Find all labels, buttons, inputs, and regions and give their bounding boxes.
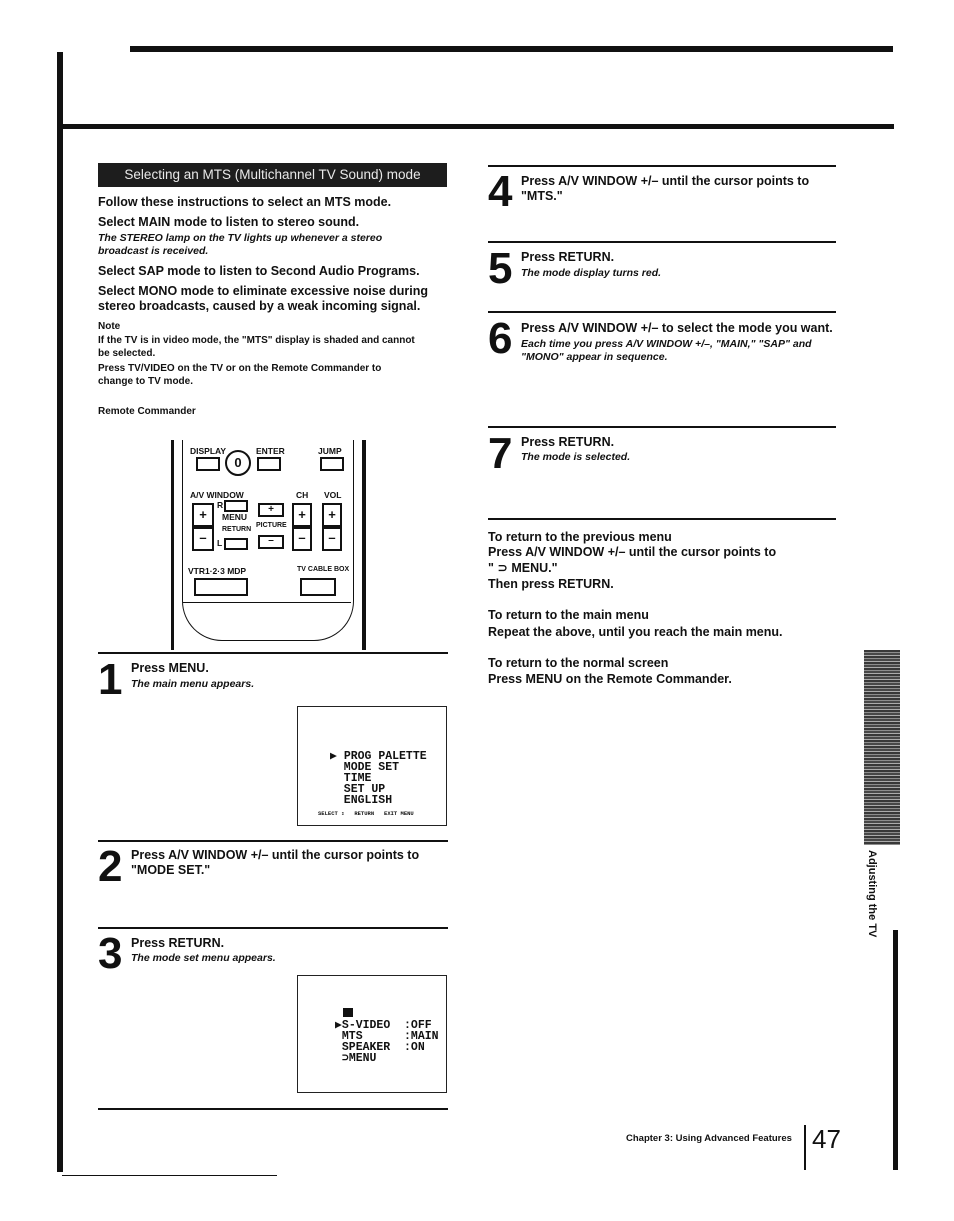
mode-set-icon — [343, 1008, 353, 1017]
vol-plus-button[interactable]: + — [322, 503, 342, 527]
remote-divider — [183, 602, 351, 603]
step4-number: 4 — [488, 167, 511, 216]
step4-text-2: "MTS." — [521, 189, 563, 203]
tv-cable-box-label: TV CABLE BOX — [297, 566, 350, 573]
picture-minus-button[interactable]: – — [258, 535, 284, 549]
l-label: L — [217, 538, 223, 548]
bottom-left-rule — [62, 1175, 277, 1176]
step7-number: 7 — [488, 429, 511, 478]
step5-note: The mode display turns red. — [521, 267, 662, 279]
tip-normal-line-1: Press MENU on the Remote Commander. — [488, 672, 732, 686]
mode-set-s-video: ▶S-VIDEO :OFF — [335, 1019, 432, 1032]
page-number: 47 — [812, 1124, 841, 1154]
enter-small-button[interactable] — [257, 457, 281, 471]
mode-set-menu: ⊃MENU — [335, 1052, 377, 1065]
step5-number: 5 — [488, 244, 511, 293]
step4-text-1: Press A/V WINDOW +/– until the cursor points to — [521, 174, 810, 188]
mode-set-screen — [297, 975, 447, 1093]
step7-rule — [488, 426, 836, 428]
menu-plus-button[interactable]: + — [258, 503, 284, 517]
vtr-mdp-switch[interactable] — [194, 578, 248, 596]
step6-note-2: "MONO" appear in sequence. — [521, 351, 668, 363]
header-band-rule — [62, 124, 894, 129]
section-title: Selecting an MTS (Multichannel TV Sound) mode — [98, 163, 447, 187]
jump-label: JUMP — [318, 446, 342, 456]
intro-p4-2: stereo broadcasts, caused by a weak incoming signal. — [98, 299, 421, 313]
note-line-2: be selected. — [98, 348, 156, 359]
tip-previous-heading: To return to the previous menu — [488, 530, 672, 544]
side-thumb-index — [864, 650, 900, 845]
step5-text: Press RETURN. — [521, 250, 615, 264]
vol-label: VOL — [324, 490, 342, 500]
step6-text: Press A/V WINDOW +/– to select the mode you want. — [521, 321, 833, 335]
intro-p2-note-2: broadcast is received. — [98, 245, 209, 257]
step1-text: Press MENU. — [131, 661, 209, 675]
tip-previous-line-2: " ⊃ MENU." — [488, 561, 558, 575]
mode-set-speaker: SPEAKER :ON — [335, 1041, 425, 1054]
step1-note: The main menu appears. — [131, 678, 255, 690]
av-window-label: A/V WINDOW — [190, 490, 244, 500]
vtr-mdp-label: VTR1·2·3 MDP — [188, 566, 247, 576]
step2-text-2: "MODE SET." — [131, 863, 211, 877]
main-menu-footer: SELECT ⇕ RETURN EXIT MENU — [318, 810, 414, 817]
tip-normal-heading: To return to the normal screen — [488, 656, 669, 670]
tip-previous-line-1: Press A/V WINDOW +/– until the cursor points to — [488, 545, 777, 559]
av-window-minus-button[interactable]: – — [192, 527, 214, 551]
main-menu-set-up: SET UP — [330, 783, 386, 796]
menu-label: MENU — [222, 512, 248, 522]
step7-note: The mode is selected. — [521, 451, 631, 463]
step3-number: 3 — [98, 929, 121, 978]
enter-label: ENTER — [256, 446, 285, 456]
main-menu-screen — [297, 706, 447, 826]
main-menu-time: TIME — [330, 772, 372, 785]
footer-chapter: Chapter 3: Using Advanced Features — [626, 1133, 792, 1144]
vol-minus-button[interactable]: – — [322, 527, 342, 551]
intro-p4-1: Select MONO mode to eliminate excessive noise during — [98, 284, 428, 298]
step6-note-1: Each time you press A/V WINDOW +/–, "MAIN," "SAP" and — [521, 338, 812, 350]
display-label: DISPLAY — [190, 446, 227, 456]
r-label: R — [217, 500, 224, 510]
jump-button[interactable] — [320, 457, 344, 471]
tip-previous-line-3: Then press RETURN. — [488, 577, 614, 591]
remote-left-edge — [171, 440, 174, 650]
intro-p3: Select SAP mode to listen to Second Audio Programs. — [98, 264, 420, 278]
enter-button[interactable]: 0 — [225, 450, 251, 476]
display-button[interactable] — [196, 457, 220, 471]
step6-number: 6 — [488, 314, 511, 363]
step3-text: Press RETURN. — [131, 936, 225, 950]
top-rule — [130, 46, 893, 52]
step6-rule — [488, 311, 836, 313]
tips-rule — [488, 518, 836, 520]
ch-minus-button[interactable]: – — [292, 527, 312, 551]
step5-rule — [488, 241, 836, 243]
return-label: RETURN — [222, 526, 252, 533]
r-button[interactable] — [224, 500, 248, 512]
note-line-1: If the TV is in video mode, the "MTS" display is shaded and cannot — [98, 335, 415, 346]
tip-main-line-1: Repeat the above, until you reach the main menu. — [488, 625, 783, 639]
ch-plus-button[interactable]: + — [292, 503, 312, 527]
intro-p1: Follow these instructions to select an MTS mode. — [98, 195, 392, 209]
left-bottom-rule — [98, 1108, 448, 1110]
step3-note: The mode set menu appears. — [131, 952, 276, 964]
side-tab-label: Adjusting the TV — [866, 850, 878, 938]
step1-number: 1 — [98, 655, 121, 704]
note-line-4: change to TV mode. — [98, 376, 194, 387]
tip-main-heading: To return to the main menu — [488, 608, 649, 622]
note-line-3: Press TV/VIDEO on the TV or on the Remote Commander to — [98, 363, 382, 374]
intro-p2-note-1: The STEREO lamp on the TV lights up whenever a stereo — [98, 232, 383, 244]
main-menu-english: ENGLISH — [330, 794, 393, 807]
step2-number: 2 — [98, 842, 121, 891]
remote-right-edge — [362, 440, 366, 650]
step3-rule — [98, 927, 448, 929]
av-window-plus-button[interactable]: + — [192, 503, 214, 527]
step2-rule — [98, 840, 448, 842]
ch-label: CH — [296, 490, 309, 500]
left-margin-rule — [57, 52, 63, 1172]
picture-label: PICTURE — [256, 522, 287, 529]
intro-p2: Select MAIN mode to listen to stereo sound. — [98, 215, 360, 229]
step1-rule — [98, 652, 448, 654]
main-menu-prog-palette: ▶ PROG PALETTE — [330, 750, 427, 763]
l-button[interactable] — [224, 538, 248, 550]
remote-commander-label: Remote Commander — [98, 406, 196, 417]
note-label: Note — [98, 321, 121, 332]
step7-text: Press RETURN. — [521, 435, 615, 449]
footer-divider — [804, 1125, 806, 1170]
main-menu-mode-set: MODE SET — [330, 761, 400, 774]
tv-cable-switch[interactable] — [300, 578, 336, 596]
step2-text-1: Press A/V WINDOW +/– until the cursor points to — [131, 848, 420, 862]
step4-rule — [488, 165, 836, 167]
right-margin-rule — [893, 930, 898, 1170]
mode-set-mts: MTS :MAIN — [335, 1030, 439, 1043]
